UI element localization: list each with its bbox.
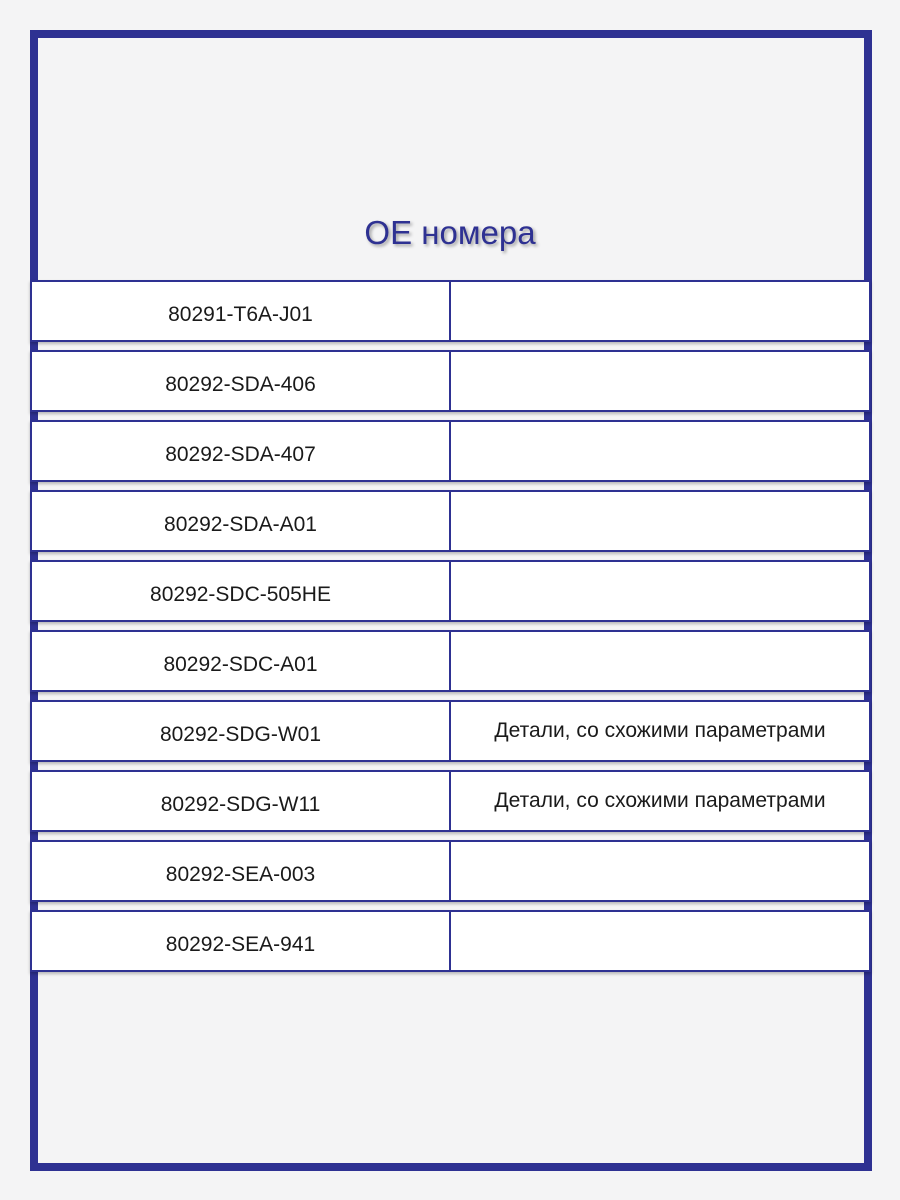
table-row — [30, 280, 871, 342]
oe-number-cell: 80292-SDG-W11 — [32, 772, 451, 830]
note-cell — [451, 562, 869, 620]
note-cell — [451, 352, 869, 410]
oe-number-cell: 80291-T6A-J01 — [32, 282, 451, 340]
table-row — [30, 560, 871, 622]
oe-number-cell: 80292-SEA-941 — [32, 912, 451, 970]
note-cell — [451, 842, 869, 900]
table-row — [30, 420, 871, 482]
note-cell — [451, 912, 869, 970]
page-title: OE номера — [364, 214, 536, 251]
note-cell — [451, 422, 869, 480]
note-cell: Детали, со схожими параметрами — [494, 789, 826, 812]
note-cell: Детали, со схожими параметрами — [494, 719, 826, 742]
table-row — [30, 770, 871, 832]
oe-number-cell: 80292-SDC-505HE — [32, 562, 451, 620]
oe-table — [30, 280, 871, 980]
note-cell — [451, 632, 869, 690]
table-row — [30, 840, 871, 902]
table-row — [30, 350, 871, 412]
table-row — [30, 910, 871, 972]
oe-number-cell: 80292-SEA-003 — [32, 842, 451, 900]
oe-number-cell: 80292-SDC-A01 — [32, 632, 451, 690]
table-row — [30, 700, 871, 762]
table-row — [30, 630, 871, 692]
note-cell — [451, 492, 869, 550]
note-cell — [451, 282, 869, 340]
oe-number-cell: 80292-SDA-406 — [32, 352, 451, 410]
table-row — [30, 490, 871, 552]
oe-number-cell: 80292-SDA-A01 — [32, 492, 451, 550]
oe-number-cell: 80292-SDG-W01 — [32, 702, 451, 760]
oe-number-cell: 80292-SDA-407 — [32, 422, 451, 480]
